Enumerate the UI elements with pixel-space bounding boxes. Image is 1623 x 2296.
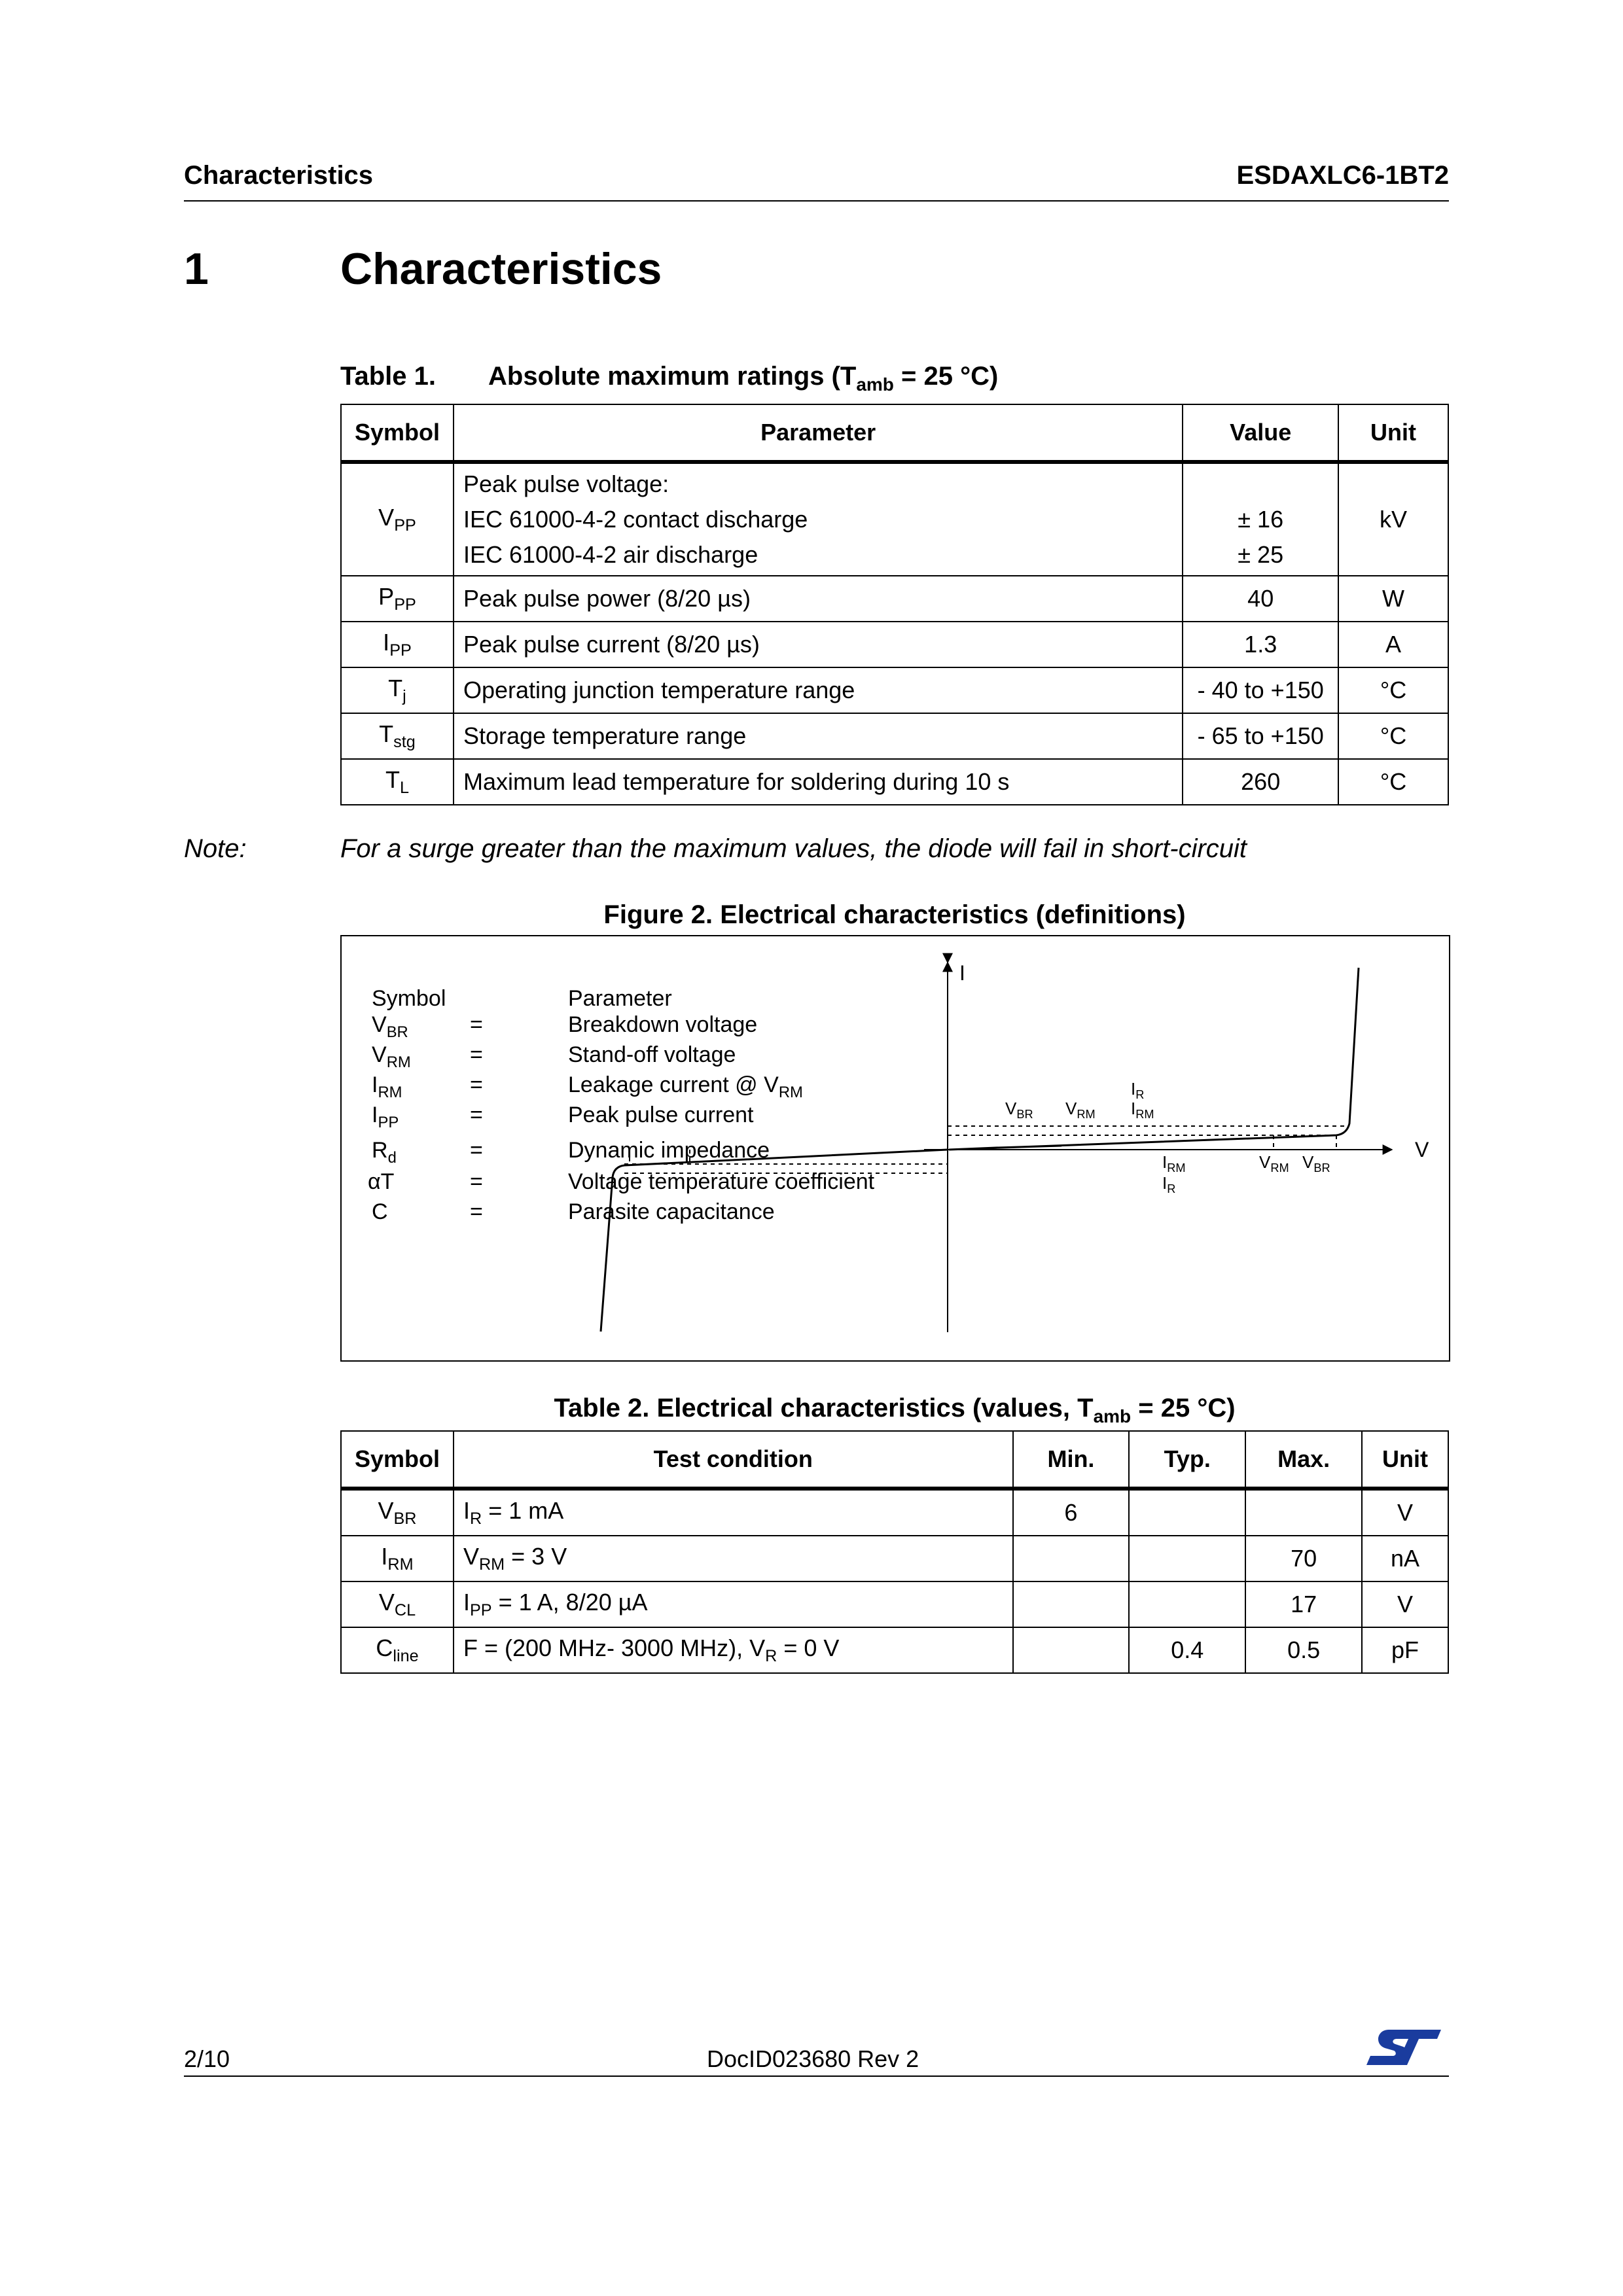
legend-description: Dynamic impedance — [568, 1138, 770, 1163]
col-typ: Typ. — [1129, 1431, 1245, 1489]
cell-max: 70 — [1245, 1536, 1362, 1581]
cell-max: 0.5 — [1245, 1627, 1362, 1673]
page-number: 2/10 — [184, 2045, 230, 2072]
section-number: 1 — [184, 244, 209, 294]
cell-symbol: $V_{CL}$ — [341, 1581, 454, 1627]
cell-unit: V — [1362, 1581, 1448, 1627]
table1-label: Table 1. — [340, 362, 436, 391]
legend-symbol: C — [372, 1199, 388, 1224]
legend-equals: = — [470, 1072, 483, 1097]
legend-symbol: αT — [368, 1169, 395, 1194]
legend-description: Leakage current @ $V_{RM}$ — [568, 1072, 803, 1101]
table2-caption: Table 2. Electrical characteristics (values, $T_{amb} = 25$ °C) — [554, 1394, 1236, 1426]
table-header-row — [341, 404, 1448, 462]
cell-value: ± 16 ± 25 — [1183, 462, 1338, 576]
legend-symbol: $V_{RM}$ — [372, 1042, 411, 1071]
legend-description: Parasite capacitance — [568, 1199, 775, 1224]
label-ir-bottom: $I_R$ — [1162, 1173, 1176, 1196]
table-row — [341, 1581, 1448, 1627]
cell-typ — [1129, 1581, 1245, 1627]
cell-parameter: Storage temperature range — [454, 713, 1183, 759]
table-row — [341, 667, 1448, 713]
section-title: Characteristics — [340, 244, 662, 294]
legend-symbol: $I_{RM}$ — [372, 1072, 402, 1101]
legend-symbol: $R_d$ — [372, 1138, 397, 1167]
cell-unit: V — [1362, 1489, 1448, 1536]
cell-min — [1013, 1581, 1130, 1627]
cell-symbol: $T_{stg}$ — [341, 713, 454, 759]
cell-max — [1245, 1489, 1362, 1536]
cell-value: 1.3 — [1183, 622, 1338, 667]
col-min: Min. — [1013, 1431, 1130, 1489]
col-value: Value — [1183, 404, 1338, 462]
cell-condition: $V_{RM} = 3$ V — [454, 1536, 1013, 1581]
table-row — [341, 622, 1448, 667]
cell-unit: pF — [1362, 1627, 1448, 1673]
cell-min: 6 — [1013, 1489, 1130, 1536]
cell-unit: A — [1338, 622, 1448, 667]
cell-typ — [1129, 1536, 1245, 1581]
legend-equals: = — [470, 1012, 483, 1037]
document-id: DocID023680 Rev 2 — [707, 2045, 919, 2072]
cell-symbol: $I_{RM}$ — [341, 1536, 454, 1581]
legend-description: Stand-off voltage — [568, 1042, 736, 1067]
cell-unit: kV — [1338, 462, 1448, 576]
cell-symbol: $I_{PP}$ — [341, 622, 454, 667]
note-text: For a surge greater than the maximum values, the diode will fail in short-circuit — [340, 834, 1247, 863]
col-symbol: Symbol — [341, 1431, 454, 1489]
label-irm-bottom: $I_{RM}$ — [1162, 1152, 1186, 1175]
cell-min — [1013, 1536, 1130, 1581]
cell-condition: $I_{PP} = 1$ A, 8/20 µA — [454, 1581, 1013, 1627]
table-row — [341, 576, 1448, 622]
legend-description: Voltage temperature coefficient — [568, 1169, 875, 1194]
col-unit: Unit — [1338, 404, 1448, 462]
footer-rule — [184, 2075, 1449, 2077]
col-test-condition: Test condition — [454, 1431, 1013, 1489]
cell-parameter: Maximum lead temperature for soldering during 10 s — [454, 759, 1183, 805]
cell-condition: $I_R = 1$ mA — [454, 1489, 1013, 1536]
table-row — [341, 759, 1448, 805]
cell-min — [1013, 1627, 1130, 1673]
i-axis-label: I — [959, 961, 965, 985]
cell-unit: °C — [1338, 759, 1448, 805]
cell-unit: W — [1338, 576, 1448, 622]
table-row — [341, 462, 1448, 576]
label-vrm-right: $V_{RM}$ — [1259, 1152, 1289, 1175]
running-header-section: Characteristics — [184, 161, 374, 190]
label-vbr-right: $V_{BR}$ — [1302, 1152, 1330, 1175]
legend-description: Peak pulse current — [568, 1103, 754, 1127]
legend-head-symbol: Symbol — [372, 986, 446, 1011]
legend-equals: = — [470, 1199, 483, 1224]
cell-parameter: Peak pulse current (8/20 µs) — [454, 622, 1183, 667]
note-label: Note: — [184, 834, 247, 863]
legend-description: Breakdown voltage — [568, 1012, 758, 1037]
cell-unit: °C — [1338, 667, 1448, 713]
cell-max: 17 — [1245, 1581, 1362, 1627]
absolute-maximum-ratings-table — [340, 404, 1449, 805]
legend-equals: = — [470, 1103, 483, 1127]
legend-equals: = — [470, 1138, 483, 1163]
col-symbol: Symbol — [341, 404, 454, 462]
cell-symbol: $T_j$ — [341, 667, 454, 713]
table1-title: Absolute maximum ratings ($T_{amb} = 25$ °C) — [488, 362, 999, 395]
table-row — [341, 713, 1448, 759]
label-vrm-left: $V_{RM}$ — [1065, 1099, 1096, 1122]
v-axis-label: V — [1415, 1138, 1429, 1161]
label-vbr-left: $V_{BR}$ — [1005, 1099, 1033, 1122]
figure2-caption: Figure 2. Electrical characteristics (definitions) — [603, 900, 1186, 929]
cell-parameter: Peak pulse voltage: IEC 61000-4-2 contact discharge IEC 61000-4-2 air discharge — [454, 462, 1183, 576]
table-row — [341, 1489, 1448, 1536]
iv-characteristic-graph — [342, 936, 1449, 1360]
cell-typ: 0.4 — [1129, 1627, 1245, 1673]
cell-parameter: Peak pulse power (8/20 µs) — [454, 576, 1183, 622]
cell-symbol: $V_{BR}$ — [341, 1489, 454, 1536]
cell-symbol: $P_{PP}$ — [341, 576, 454, 622]
cell-value: - 65 to +150 — [1183, 713, 1338, 759]
legend-equals: = — [470, 1042, 483, 1067]
cell-value: 40 — [1183, 576, 1338, 622]
header-rule — [184, 200, 1449, 202]
cell-value: - 40 to +150 — [1183, 667, 1338, 713]
cell-symbol: $V_{PP}$ — [341, 462, 454, 576]
figure2-frame — [340, 935, 1450, 1362]
label-ir-top: $I_R$ — [1131, 1079, 1145, 1102]
col-unit: Unit — [1362, 1431, 1448, 1489]
cell-condition: F = (200 MHz- 3000 MHz), $V_R = 0$ V — [454, 1627, 1013, 1673]
cell-parameter: Operating junction temperature range — [454, 667, 1183, 713]
cell-value: 260 — [1183, 759, 1338, 805]
table-header-row — [341, 1431, 1448, 1489]
col-max: Max. — [1245, 1431, 1362, 1489]
running-header-part-number: ESDAXLC6-1BT2 — [1236, 161, 1449, 190]
label-irm-top: $I_{RM}$ — [1131, 1099, 1154, 1122]
cell-typ — [1129, 1489, 1245, 1536]
electrical-characteristics-table — [340, 1430, 1449, 1674]
cell-unit: °C — [1338, 713, 1448, 759]
cell-unit: nA — [1362, 1536, 1448, 1581]
legend-symbol: $V_{BR}$ — [372, 1012, 408, 1041]
legend-head-parameter: Parameter — [568, 986, 672, 1011]
table-row — [341, 1536, 1448, 1581]
cell-symbol: $T_L$ — [341, 759, 454, 805]
cell-symbol: $C_{line}$ — [341, 1627, 454, 1673]
col-parameter: Parameter — [454, 404, 1183, 462]
legend-equals: = — [470, 1169, 483, 1194]
legend-symbol: $I_{PP}$ — [372, 1103, 399, 1131]
table-row — [341, 1627, 1448, 1673]
st-logo — [1364, 2024, 1442, 2070]
